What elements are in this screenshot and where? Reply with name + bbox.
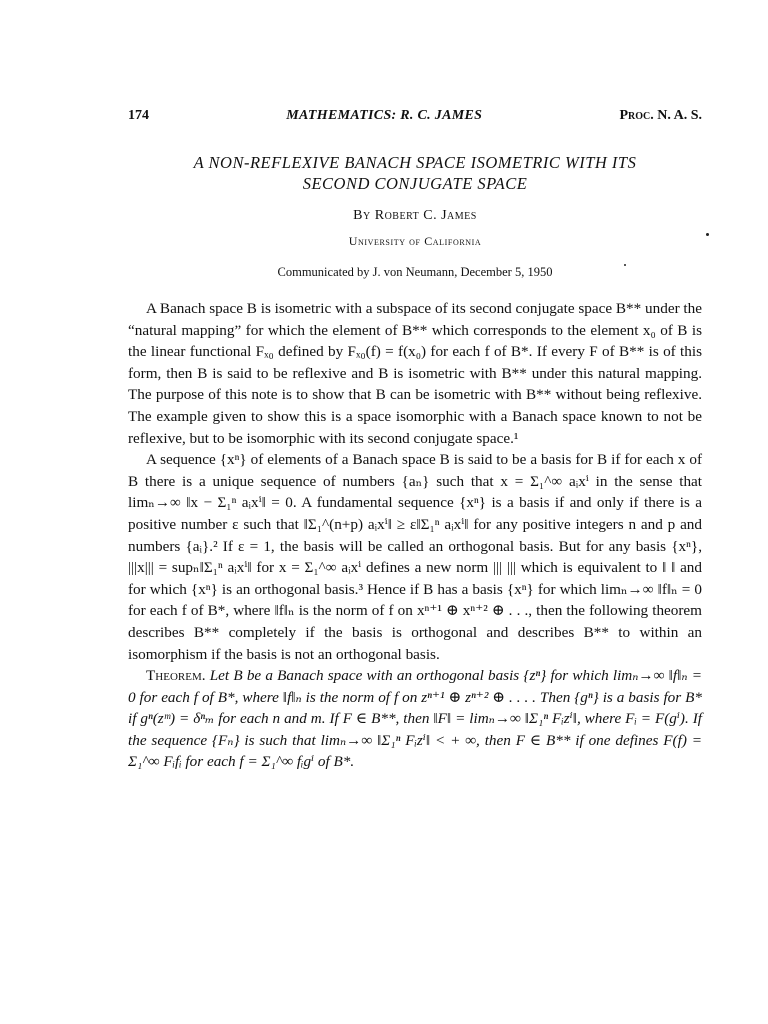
journal-page	[128, 108, 702, 773]
speck-mark	[624, 264, 626, 266]
author-byline: By Robert C. James	[353, 208, 477, 223]
paragraph-basis: A sequence {xⁿ} of elements of a Banach space B is said to be a basis for B if for each x of B there is a unique sequence of numbers {aₙ} such that x = Σ₁^∞ aᵢxⁱ in the sense that limₙ→∞ ‖x − Σ₁ⁿ aᵢxⁱ‖ = 0. A fundamental sequence {xⁿ} is a basis if and only if there is a positive number ε such that ‖Σ₁^(n+p) aᵢxⁱ‖ ≥ ε‖Σ₁ⁿ aᵢxⁱ‖ for any positive integers n and p and numbers {aᵢ}.² If ε = 1, the basis will be called an orthogonal basis. But for any basis {xⁿ}, |||x||| = supₙ‖Σ₁ⁿ aᵢxⁱ‖ for x = Σ₁^∞ aᵢxⁱ defines a new norm ||| ||| which is equivalent to ‖ ‖ and for which {xⁿ} is an orthogonal basis.³ Hence if B has a basis {xⁿ} for which limₙ→∞ ‖f‖ₙ = 0 for each f of B*, where ‖f‖ₙ is the norm of f on xⁿ⁺¹ ⊕ xⁿ⁺² ⊕ . . ., then the following theorem describes B** completely if the basis is orthogonal and describes B** to within an isomorphism if the basis is not an orthogonal basis.	[128, 451, 702, 663]
theorem-paragraph	[128, 665, 702, 773]
paragraph-intro: A Banach space B is isometric with a subspace of its second conjugate space B** under the “natural mapping” for which the element of B** which corresponds to the element x₀ of B is the linear functional Fₓ₀ defined by Fₓ₀(f) = f(x₀) for each f of B*. If every F of B** is of this form, then B is said to be reflexive and B is isometric with B** under this natural mapping. The purpose of this note is to show that B can be isometric with B** without being reflexive. The example given to show this is a space isomorphic with a Banach space known to not be reflexive, but to be isomorphic with its second conjugate space.¹	[128, 300, 702, 447]
journal-name: Proc. N. A. S.	[619, 108, 702, 123]
communicated-note: Communicated by J. von Neumann, December 5, 1950	[277, 265, 553, 279]
running-header	[128, 108, 702, 124]
theorem-statement: Let B be a Banach space with an orthogonal basis {zⁿ} for which limₙ→∞ ‖f‖ₙ = 0 for each f of B*, where ‖f‖ₙ is the norm of f on zⁿ⁺¹ ⊕ zⁿ⁺² ⊕ . . . . Then {gⁿ} is a basis for B* if gⁿ(zᵐ) = δⁿₘ for each n and m. If F ∈ B**, then ‖F‖ = limₙ→∞ ‖Σ₁ⁿ Fᵢzⁱ‖, where Fᵢ = F(gⁱ). If the sequence {Fₙ} is such that limₙ→∞ ‖Σ₁ⁿ Fᵢzⁱ‖ < + ∞, then F ∈ B** if one defines F(f) = Σ₁^∞ Fᵢfᵢ for each f = Σ₁^∞ fᵢgⁱ of B*.	[128, 667, 702, 771]
author-affiliation: University of California	[348, 234, 482, 248]
speck-mark	[706, 233, 709, 236]
running-title: MATHEMATICS: R. C. JAMES	[286, 108, 483, 123]
article-title	[128, 152, 702, 194]
title-line-1: A NON-REFLEXIVE BANACH SPACE ISOMETRIC WITH ITS	[193, 153, 637, 172]
article-body	[128, 298, 702, 773]
theorem-heading: Theorem.	[146, 667, 206, 685]
page-number: 174	[128, 108, 149, 123]
title-line-2: SECOND CONJUGATE SPACE	[302, 174, 528, 193]
